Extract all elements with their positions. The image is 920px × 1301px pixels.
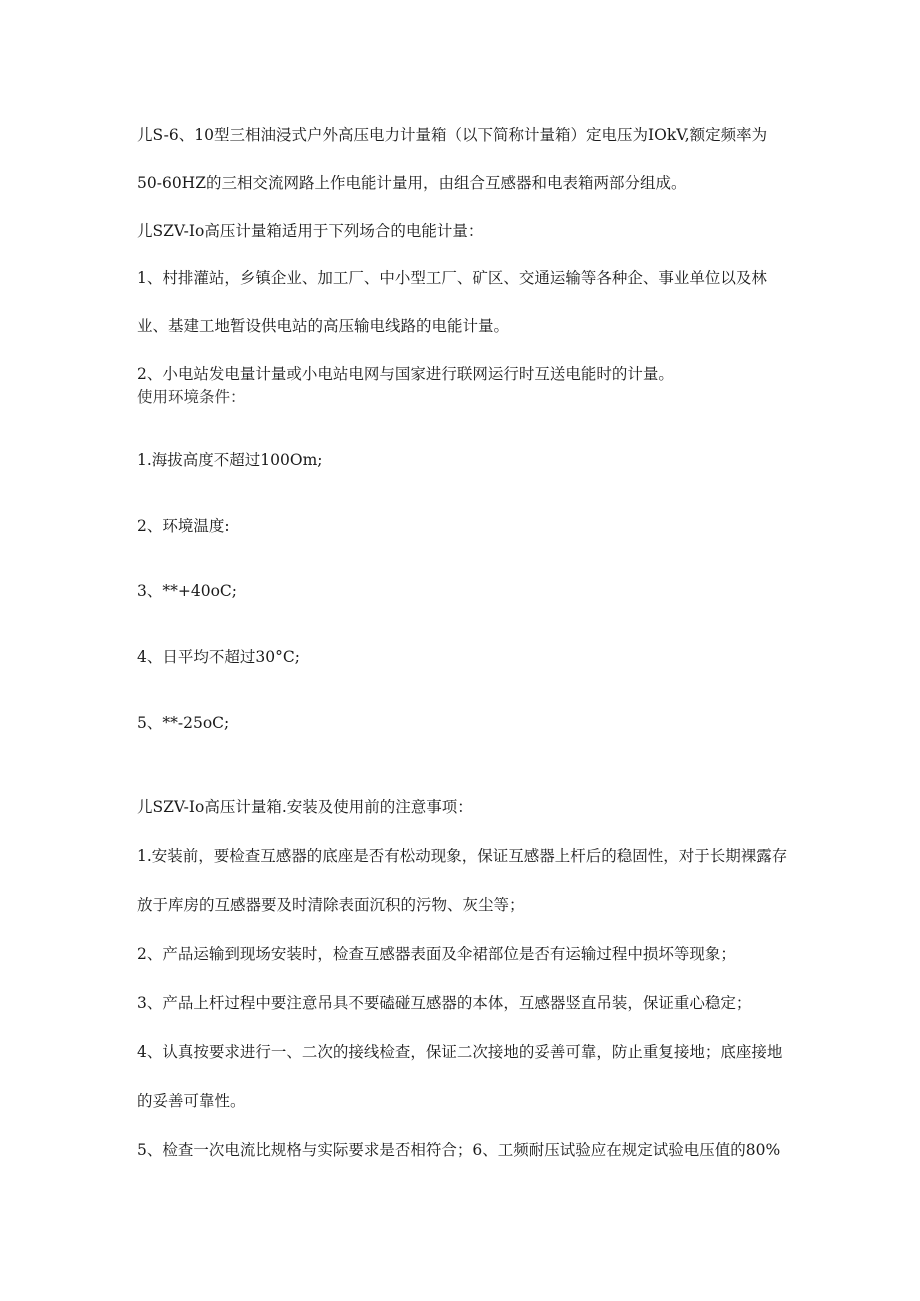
- environment-item-2: 2、环境温度:: [137, 517, 230, 535]
- precautions-item-4-line-1: 4、认真按要求进行一、二次的接线检查，保证二次接地的妥善可靠，防止重复接地；底座接地: [137, 1043, 783, 1061]
- environment-item-4: 4、日平均不超过30°C;: [137, 648, 300, 666]
- precautions-item-4-line-2: 的妥善可靠性。: [137, 1092, 246, 1110]
- precautions-item-1-line-1: 1.安装前，要检查互感器的底座是否有松动现象，保证互感器上杆后的稳固性，对于长期裸露存: [137, 847, 788, 865]
- precautions-item-1-line-2: 放于库房的互感器要及时清除表面沉积的污物、灰尘等；: [137, 896, 525, 914]
- applications-item-1-line-1: 1、村排灌站，乡镇企业、加工厂、中小型工厂、矿区、交通运输等各种企、事业单位以及林: [137, 269, 767, 287]
- environment-item-5: 5、**-25oC;: [137, 714, 230, 732]
- environment-heading: 使用环境条件：: [137, 388, 246, 406]
- environment-item-1: 1.海拔高度不超过100Om;: [137, 451, 323, 469]
- intro-line-1: 儿S-6、10型三相油浸式户外高压电力计量箱（以下简称计量箱）定电压为IOkV,额定频率为: [137, 126, 768, 144]
- precautions-item-5: 5、检查一次电流比规格与实际要求是否相符合；6、工频耐压试验应在规定试验电压值的80%: [137, 1141, 781, 1159]
- precautions-item-3: 3、产品上杆过程中要注意吊具不要磕碰互感器的本体，互感器竖直吊装，保证重心稳定；: [137, 994, 752, 1012]
- precautions-heading: 儿SZV-Io高压计量箱.安装及使用前的注意事项：: [137, 798, 473, 816]
- applications-item-1-line-2: 业、基建工地暂设供电站的高压输电线路的电能计量。: [137, 317, 510, 335]
- intro-line-2: 50-60HZ的三相交流网路上作电能计量用，由组合互感器和电表箱两部分组成。: [137, 174, 687, 192]
- precautions-item-2: 2、产品运输到现场安装时，检查互感器表面及伞裙部位是否有运输过程中损坏等现象；: [137, 945, 736, 963]
- environment-item-3: 3、**+40oC;: [137, 582, 237, 600]
- applications-heading: 儿SZV-Io高压计量箱适用于下列场合的电能计量：: [137, 222, 484, 240]
- applications-item-2: 2、小电站发电量计量或小电站电网与国家进行联网运行时互送电能时的计量。: [137, 365, 674, 383]
